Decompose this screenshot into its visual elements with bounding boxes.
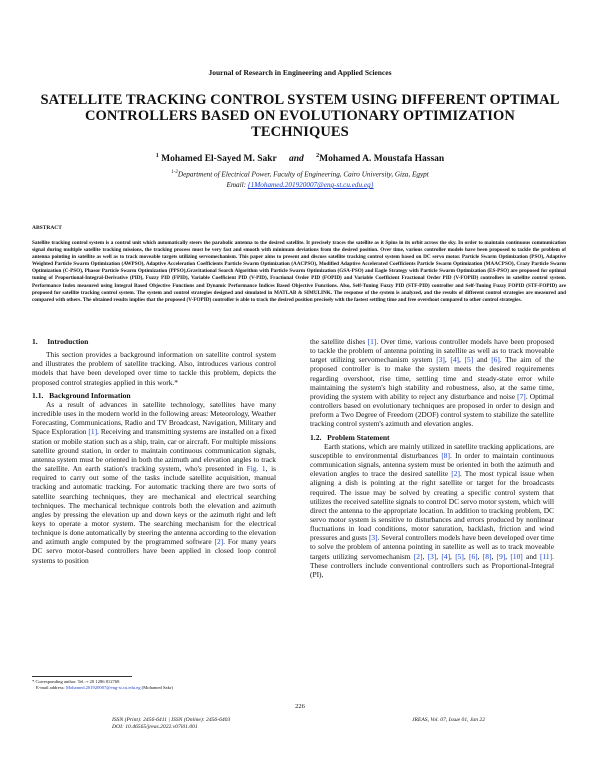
problem-text-1: Earth stations, which are mainly utilized in satellite tracking applications, are susceptible to environmental disturbances [310, 441, 554, 460]
paper-title: SATELLITE TRACKING CONTROL SYSTEM USING DIFFERENT OPTIMAL CONTROLLERS BASED ON EVOLUTIONARY OPTIMIZATION TECHNIQUES [40, 92, 560, 140]
email-label: Email: [226, 181, 246, 189]
background-text-1: As a result of advances in satellite technology, satellites have many incredible uses in the modern world in the following areas: Meteorology, Weather Forecasting, Communications, Radio and TV Broadcast, Navigation, Military and Space Exploration [32, 399, 276, 437]
citation-link[interactable]: [3] [427, 551, 437, 561]
problem-text-3: . The most typical issue when aligning a dish is pointing at the right satellite or target for the broadcasts required. The issue may be solved by creating a specific control system that utilizes the received satellite signals to control DC servo motor system, which will direct the antenna to the appropriate location. In addition to tracking problem, DC servo motor system is sensitive to disturbances and errors produced by nonlinear fluctuations in load conditions, motor saturation, backlash, friction and wind pressures and gusts [310, 469, 554, 543]
citation-link[interactable]: [1] [88, 427, 98, 437]
citation-link[interactable]: [3] [368, 533, 378, 543]
citation-link[interactable]: [6] [491, 355, 500, 365]
citation-link[interactable]: [7] [517, 391, 526, 401]
background-text-2: . Receiving and transmitting systems are installed on a fixed station or mobile station such as a ship, train, car or aircraft. For multiple missions satellite ground station, in order to maintain continuous communication signals, antenna system must be oriented in both the azimuth and elevation angles to track the satellite. An earth station's tracking system, who's presented in [32, 427, 276, 474]
citation-link[interactable]: [10] [510, 551, 523, 561]
author-2-sup: 2 [316, 153, 320, 159]
section-problem-heading: 1.2. Problem Statement [310, 432, 390, 442]
author-2: Mohamed A. Moustafa Hassan [319, 154, 445, 165]
footnote [32, 679, 292, 691]
footer-issn-doi [112, 717, 230, 732]
footnote-line-1: * Corresponding author. Tel.:+ 20 1286 812768 [32, 679, 120, 684]
intro-paragraph: This section provides a background information on satellite control system and illustrates the problem of satellite tracking. Also, introduces various control models that have been developed over time to tackle this problem, depicts the proposed control strategies applied in this work.* [32, 350, 276, 387]
citation-link[interactable]: [8] [482, 551, 492, 561]
citation-link[interactable]: [2] [451, 469, 460, 479]
citation-link[interactable]: [3] [436, 355, 445, 365]
problem-paragraph: Earth stations, which are mainly utilized in satellite tracking applications, are susceptible to environmental disturbances [8]. In order to maintain continuous communication signals, antenna system must be oriented in both the azimuth and elevation angles to trace the desired satellite [2]. The most typical issue when aligning a dish is pointing at the right satellite or target for the broadcasts required. The issue may be solved by creating a specific control system that utilizes the received satellite signals to control DC servo motor system, which will direct the antenna to the appropriate location. In addition to tracking problem, DC servo motor system is sensitive to disturbances and errors produced by nonlinear fluctuations in load conditions, motor saturation, backlash, friction and wind pressures and gusts [3]. Several controllers models have been developed over time to solve the problem of antenna pointing in satellite as well as to track moveable targets utilizing servomechanism [2], [3], [4], [5], [6], [8], [9], [10] and [11]. These controllers include conventional controllers such as Proportional-Integral (PI), [310, 441, 555, 579]
problem-text-2: . In order to maintain continuous communication signals, antenna system must be oriented in both the azimuth and elevation angles to trace the desired satellite [310, 450, 555, 479]
author-line [0, 153, 600, 164]
author-and: and [288, 154, 304, 165]
citation-link[interactable]: [2] [214, 537, 224, 547]
citation-link[interactable]: [5] [455, 551, 464, 561]
background-text-3: , is required to carry out some of the tasks include satellite acquisition, manual tracking and automatic tracking. For automatic tracking there are two sorts of satellite searching techniques, they are mechanical and electrical searching techniques. The mechanical technique controls both the elevation and azimuth angles by pressing the elevation up and down keys or the azimuth right and left keys to operate a motor system. The searching mechanism for the electrical technique is done automatically by steering the antenna according to the elevation and azimuth angle computed by the programmed software [32, 464, 277, 547]
continued-text-2: . Over time, various controller models have been proposed to tackle the problem of antenna pointing in satellite as well as to track moveable target utilizing servomechanism system [310, 337, 554, 365]
section-background-heading: 1.1. Background Information [32, 390, 131, 400]
footer-journal-ref: JREAS, Vol. 07, Issue 01, Jan 22 [412, 717, 486, 723]
citation-link[interactable]: [8] [441, 450, 450, 460]
citation-link[interactable]: [9] [496, 551, 506, 561]
citation-link[interactable]: [2] [413, 551, 423, 561]
continued-paragraph: the satellite dishes [1]. Over time, various controller models have been proposed to tackle the problem of antenna pointing in satellite as well as to track moveable target utilizing servomechanism system [3], [4], [5] and [6]. The aim of the proposed controller is to make the system meets the desired requirements regarding overshoot, rise time, settling time and steady-state error while maintaining the system's high stability and robustness, also, at the same time, providing the system with ability to reject any disturbance and noise [7]. Optimal controllers based on evolutionary techniques are proposed in order to design and preform a Two Degree of Freedom (2DOF) control system to stabilize the satellite tracking control system's azimuth and elevation angles. [310, 337, 554, 429]
footnote-email-link[interactable]: Mohamed.201920007@eng-st.cu.edu.eg [65, 685, 141, 691]
author-1-sup: 1 [155, 153, 159, 159]
affiliation-text: Department of Electrical Power, Faculty of Engineering, Cairo University, Giza, Egypt [177, 170, 429, 179]
section-introduction-heading: 1. Introduction [32, 337, 89, 346]
problem-text-5: . These controllers include conventional controllers such as Proportional-Integral (PI), [310, 551, 554, 579]
footer-doi: DOI: 10.46565/jreas.2022.v07i01.001 [112, 724, 198, 731]
continued-text-3: . The aim of the proposed controller is to make the system meets the desired requirements regarding overshoot, rise time, settling time and steady-state error while maintaining the system's high stability and robustness, also, at the same time, providing the system with ability to reject any disturbance and noise [310, 355, 554, 401]
right-column [310, 337, 554, 579]
citation-link[interactable]: [4] [441, 551, 451, 561]
journal-name: Journal of Research in Engineering and Applied Sciences [208, 68, 392, 77]
citation-link[interactable]: [5] [464, 355, 474, 365]
affiliation-sup: 1-2 [171, 170, 178, 175]
left-column [32, 337, 276, 565]
email-line [0, 181, 600, 189]
footnote-email-label: E-mail address: [36, 685, 65, 691]
background-text-4: . For many years DC servo motor-based controllers have been applied in closed loop control systems to position [32, 537, 276, 565]
footer-issn: ISSN (Print): 2456-6411 | ISSN (Online): 2456-6403 [112, 717, 231, 723]
citation-link[interactable]: [1] [367, 337, 377, 346]
footnote-divider [32, 676, 132, 677]
email-link[interactable]: {1Mohamed.201920007@eng-st.cu.edu.eg} [247, 181, 374, 189]
footnote-line-2 [32, 685, 292, 691]
citation-link[interactable]: [4] [450, 355, 459, 365]
page-number: 226 [295, 703, 305, 710]
citation-link[interactable]: [11] [540, 551, 553, 561]
footnote-author-name: (Mohamed Sakr) [141, 685, 173, 691]
background-paragraph [32, 400, 276, 565]
problem-text-4: . Several controllers models have been developed over time to solve the problem of antenna pointing in satellite as well as to track moveable targets utilizing servomechanism [310, 533, 554, 561]
abstract-heading: ABSTRACT [32, 225, 62, 231]
continued-text-1: the satellite dishes [310, 337, 368, 346]
author-1: Mohamed El-Sayed M. Sakr [161, 154, 277, 165]
continued-text-4: . Optimal controllers based on evolutionary techniques are proposed in order to design and preform a Two Degree of Freedom (2DOF) control system to stabilize the satellite tracking control system's azimuth and elevation angles. [310, 391, 554, 429]
figure-link[interactable]: Fig. 1 [246, 464, 266, 474]
abstract-text: Satellite tracking control system is a control unit which automatically steers the parabolic antenna to the desired satellite. It precisely traces the satellite as it Spins in its orbit across the sky. In order to maintain continuous communication signal during multiple satellite tracking missions, the tracking process must be very fast and smooth with minimum deviations from the desired position. Over time, various controller models have been proposed to tackle the problem of antenna pointing in satellite as well as to track moveable targets utilizing servomechanism. This paper aims to present and discuss satellite tracking control system based on DC servo motor. Particle Swarm Optimization (PSO), Adaptive Weighted Particle Swarm Optimization (AWPSO), Adaptive Acceleration Coefficients Particle Swarm Optimization (AACPSO), Modified Adaptive Accelerated Coefficients Particle Swarm Optimization (MAACPSO), Crazy Particle Swarm Optimization (C-PSO), Phasor Particle Swarm Optimization (PPSO),Gravitational Search Algorithm with Particle Swarm Optimization (GSA-PSO) and Eagle Strategy with Particle Swarm Optimization (ES-PSO) are proposed for optimal tuning of Proportional-Integral-Derivative (PID), Fuzzy PID (FPID), Variable Coefficient PID (V-PID), Fractional Order PID (FOPID) and Variable Coefficient Fractional Order PID (V-FOPID) controllers in satellite control system. Performance Index measured using Integral Based Objective Functions and Dynamic Performance Indices Based Objective Functions. Also, Self-Tuning Fuzzy PID (STF-PID) controller and Self-Tuning Fuzzy FOPID (STF-FOPID) are proposed for satellite tracking control system. The system and control strategies designed and simulated in MATLAB & SIMULINK. The response of the system is analyzed, and the results of different control strategies are measured and compared with others. The obtained results implies that the proposed (V-FOPID) controller is able to track the desired position precisely with the fastest settling time and free overshoot compared to other control strategies. [32, 240, 566, 303]
affiliation [0, 170, 600, 178]
citation-link[interactable]: [6] [469, 551, 478, 561]
